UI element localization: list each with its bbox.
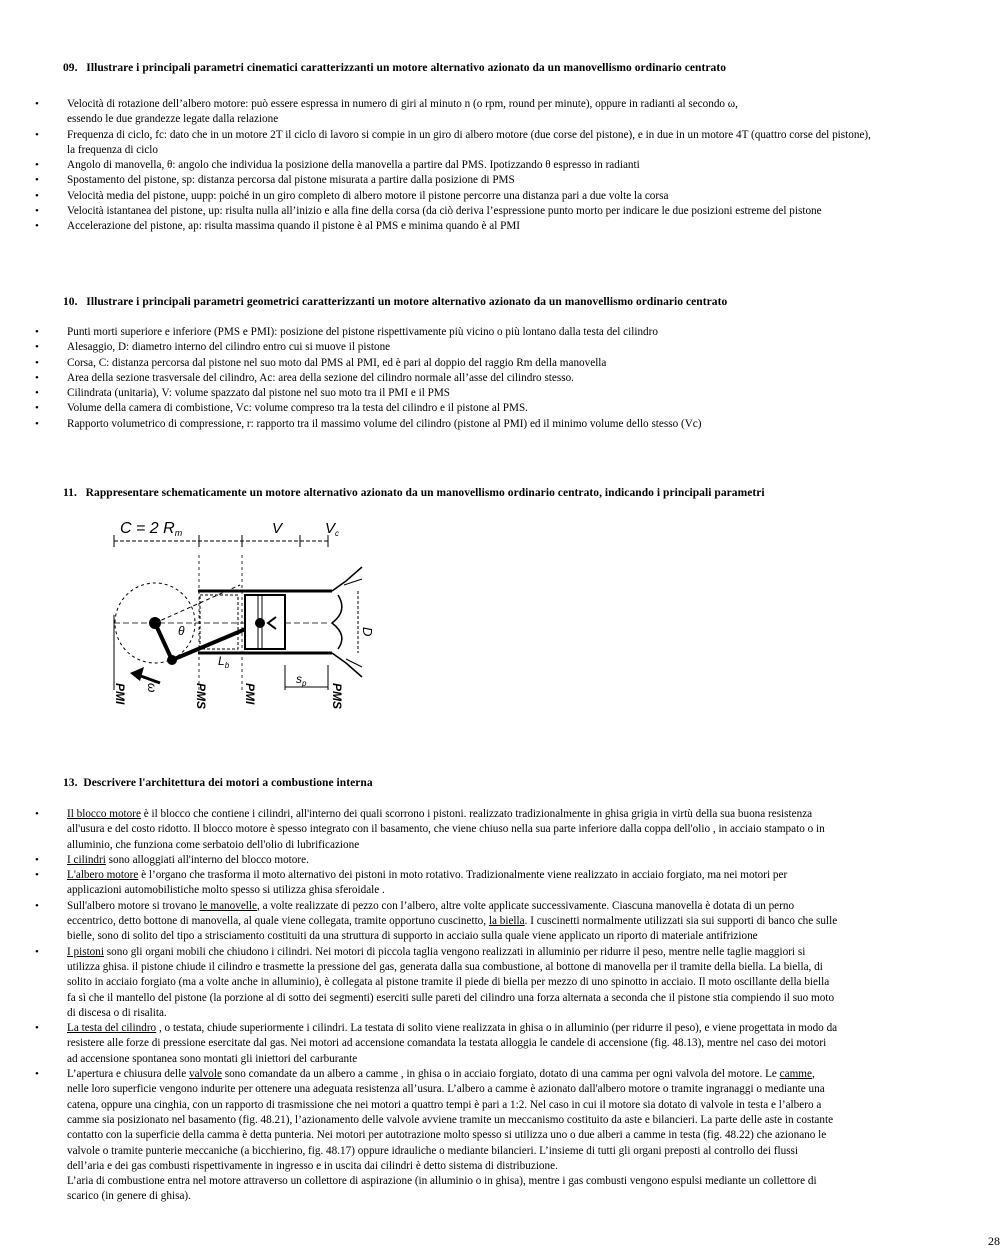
bullet-icon: •: [35, 356, 39, 369]
page-number: 28: [988, 1234, 1000, 1248]
list-item: [0, 417, 701, 432]
bullet-icon: •: [35, 205, 39, 218]
bullet-icon: •: [35, 1068, 39, 1081]
q11-title: 11. Rappresentare schematicamente un motore alternativo azionato da un manovellismo ordinario centrato, indicando i principali parametri: [63, 487, 765, 499]
bullet-icon: •: [35, 159, 39, 172]
omega-label: ω: [145, 683, 159, 693]
underlined-term: la biella: [488, 915, 525, 928]
list-item: [0, 386, 701, 401]
bullet-icon: •: [35, 220, 39, 233]
list-item-text: Corsa, C: distanza percorsa dal pistone nel suo moto dal PMS al PMI, ed è pari al doppio del raggio Rm della manovella: [67, 356, 607, 369]
bullet-icon: •: [35, 402, 39, 415]
bullet-icon: •: [35, 98, 39, 110]
q13-list: [0, 807, 972, 1205]
sp-label: $s_p$: [296, 672, 307, 688]
list-item: • I cilindri sono alloggiati all'interno del blocco motore.: [0, 853, 972, 868]
bullet-icon: •: [35, 341, 39, 354]
bullet-icon: •: [35, 1022, 39, 1035]
list-item-text: Accelerazione del pistone, ap: risulta massima quando il pistone è al PMS e minima quando è al PMI: [67, 220, 520, 233]
list-item-text: Velocità istantanea del pistone, up: risulta nulla all’inizio e alla fine della corsa (da ciò deriva l’espressione punto morto per indicare le due posizioni estreme del pistone: [67, 205, 822, 218]
list-item-text: Punti morti superiore e inferiore (PMS e PMI): posizione del pistone rispettivamente più vicino o più lontano dalla testa del cilindro: [67, 326, 658, 338]
list-item: [0, 97, 871, 128]
pms-label-1: PMS: [194, 683, 208, 710]
bullet-icon: •: [35, 387, 39, 400]
bullet-icon: •: [35, 869, 39, 882]
theta-label: θ: [178, 624, 185, 638]
list-item: [0, 340, 701, 355]
bullet-icon: •: [35, 189, 39, 202]
q09-list: [0, 97, 871, 235]
q09-title: 09. Illustrare i principali parametri cinematici caratterizzanti un motore alternativo azionato da un manovellismo ordinario centrato: [63, 62, 727, 74]
underlined-term: I cilindri: [67, 853, 106, 866]
list-item-text: Rapporto volumetrico di compressione, r: rapporto tra il massimo volume del cilindro (pistone al PMI) ed il minimo volume dello stesso (Vc): [67, 417, 702, 430]
rod-label: $L_b$: [218, 654, 230, 670]
list-item: [0, 325, 701, 340]
list-item: • Sull'albero motore si trovano le manovelle, a volte realizzate di pezzo con l’albero, altre volte applicate successivamente. Ciascuna manovella è dotata di un perno eccentrico, detto bottone di manovella, al quale viene collegata, tramite opportuno cuscinetto, la biella. I cuscinetti normalmente utilizzati sia sui supporti di banco che sulle bielle, sono di solito del tipo a strisciamento costituiti da una struttura di supporto in acciaio sulla quale viene applicato un riporto di materiale antifrizione: [35, 899, 838, 943]
pmi-label-2: PMI: [243, 683, 257, 705]
list-item-text: Alesaggio, D: diametro interno del cilindro entro cui si muove il pistone: [67, 341, 391, 354]
list-item: • L'albero motore è l’organo che trasforma il moto alternativo dei pistoni in moto rotativo. Tradizionalmente viene realizzato in acciaio forgiato, ma nei motori per applicazioni automobilistiche molto spesso si utilizza ghisa sferoidale .: [35, 869, 788, 897]
list-item: [0, 401, 701, 416]
list-item: [0, 173, 871, 188]
list-item-text: Spostamento del pistone, sp: distanza percorsa dal pistone misurata a partire dalla posizione di PMS: [67, 174, 515, 187]
list-item-text: Angolo di manovella, θ: angolo che individua la posizione della manovella a partire dal PMS. Ipotizzando θ espresso in radianti: [67, 159, 640, 172]
list-item: • Il blocco motore è il blocco che contiene i cilindri, all'interno dei quali scorrono i pistoni. realizzato tradizionalmente in ghisa grigia in virtù della sua buona resistenza all'usura e del costo ridotto. Il blocco motore è spesso integrato con il basamento, che viene chiuso nella sua parte inferiore dalla coppa dell'olio , in acciaio stampato o in alluminio, che funziona come serbatoio dell'olio di lubrificazione: [35, 808, 825, 851]
list-item: [0, 158, 871, 173]
list-item: • L’apertura e chiusura delle valvole sono comandate da un albero a camme , in ghisa o in acciaio forgiato, dotato di una camma per ogni valvola del motore. Le camme, nelle loro superficie vengono indurite per ottenere una adeguata resistenza all’usura. L’albero a camme è azionato dall'albero motore o tramite ingranaggi o mediante una catena, oppure una cinghia, con un rapporto di trasmissione che nei motori a quattro tempi è pari a 1:2. Nel caso in cui il motore sia dotato di valvole in testa e l’albero a camme sia posizionato nel basamento (fig. 48.21), l’azionamento delle valvole avviene tramite un meccanismo costituito da aste e bilancieri. La parte delle aste in costante contatto con la superficie della camma è detta punteria. Nei motori per autotrazione molto spesso si utilizza uno o due alberi a camme in testa (fig. 48.22) che azionano le valvole o tramite punterie meccaniche (a bicchierino, fig. 48.17) oppure idrauliche o mediante bilancieri. L’insieme di tutti gli organi preposti al controllo dei flussi dell’aria e dei gas combusti rispettivamente in ingresso e in uscita dai cilindri è detto sistema di distribuzione. L’aria di combustione entra nel motore attraverso un collettore di aspirazione (in alluminio o in ghisa), mentre i gas combusti vengono espulsi mediante un collettore di scarico (in genere di ghisa).: [35, 1068, 834, 1203]
list-item-text: Volume della camera di combistione, Vc: volume compreso tra la testa del cilindro e il pistone al PMS.: [67, 402, 528, 415]
engine-schematic: [100, 515, 375, 720]
list-item: [0, 128, 871, 159]
underlined-term: La testa del cilindro: [67, 1022, 157, 1035]
bore-label: D: [360, 627, 375, 637]
underlined-term: le manovelle: [199, 899, 257, 912]
list-item: [0, 356, 701, 371]
underlined-term: L'albero motore: [67, 869, 139, 882]
list-item-text: Velocità di rotazione dell’albero motore: può essere espressa in numero di giri al minuto n (o rpm, round per minute), oppure in radianti al secondo ω, essendo le due grandezze legate dalla relazione: [67, 98, 738, 126]
q13-title: 13. Descrivere l'architettura dei motori a combustione interna: [63, 777, 373, 789]
list-item: • I pistoni sono gli organi mobili che chiudono i cilindri. Nei motori di piccola taglia vengono realizzati in alluminio per ridurre il peso, mentre nelle taglie maggiori si utilizza ghisa. il pistone chiude il cilindro e trasmette la pressione del gas, generata dalla sua combustione, al bottone di manovella per il tramite della biella. La biella, di solito in acciaio forgiato (ma a volte anche in alluminio), è collegata al pistone tramite il piede di biella per mezzo di uno spinotto in acciaio. Il moto oscillante della biella fa sì che il mantello del pistone (la porzione al di sotto dei segmenti) eserciti sulle pareti del cilindro una forza alternata a seconda che il pistone stia compiendo il suo moto di discesa o di risalita.: [35, 945, 835, 1019]
bullet-icon: •: [35, 899, 39, 912]
list-item: [0, 371, 701, 386]
pmi-label-1: PMI: [113, 683, 127, 705]
underlined-term: valvole: [188, 1068, 222, 1081]
bullet-icon: •: [35, 174, 39, 187]
underlined-term: camme: [779, 1068, 812, 1081]
volume-label: V: [272, 520, 283, 537]
list-item-text: Frequenza di ciclo, fc: dato che in un motore 2T il ciclo di lavoro si compie in un giro di albero motore (due corse del pistone), e in due in un motore 4T (quattro corse del pistone), la frequenza di ciclo: [67, 128, 871, 156]
underlined-term: I pistoni: [67, 945, 104, 958]
list-item-text: Area della sezione trasversale del cilindro, Ac: area della sezione del cilindro normale all’asse del cilindro stesso.: [67, 371, 574, 384]
bullet-icon: •: [35, 808, 39, 820]
q10-list: [0, 325, 701, 432]
list-item: • La testa del cilindro , o testata, chiude superiormente i cilindri. La testata di solito viene realizzata in ghisa o in alluminio (per ridurre il peso), e viene progettata in modo da resistere alle forze di pressione esercitate dal gas. Nei motori ad accensione comandata la testata alloggia le candele di accensione (fig. 48.13), mentre nel caso dei motori ad accensione spontanea sono montati gli iniettori del carburante: [35, 1022, 838, 1065]
vc-label: $V_c$: [325, 520, 340, 538]
bullet-icon: •: [35, 326, 39, 338]
pms-label-2: PMS: [330, 683, 344, 710]
bullet-icon: •: [35, 853, 39, 866]
list-item: [0, 219, 871, 234]
q10-title: 10. Illustrare i principali parametri geometrici caratterizzanti un motore alternativo azionato da un manovellismo ordinario centrato: [63, 296, 728, 308]
list-item: [0, 204, 871, 219]
bullet-icon: •: [35, 128, 39, 141]
underlined-term: Il blocco motore: [67, 808, 141, 820]
bullet-icon: •: [35, 417, 39, 430]
bullet-icon: •: [35, 371, 39, 384]
list-item-text: Cilindrata (unitaria), V: volume spazzato dal pistone nel suo moto tra il PMI e il PMS: [67, 387, 451, 400]
stroke-label: C = 2 Rm: [120, 520, 183, 538]
list-item-text: Velocità media del pistone, uupp: poiché in un giro completo di albero motore il pistone percorre una distanza pari a due volte la corsa: [67, 189, 669, 202]
bullet-icon: •: [35, 945, 39, 958]
list-item: [0, 189, 871, 204]
